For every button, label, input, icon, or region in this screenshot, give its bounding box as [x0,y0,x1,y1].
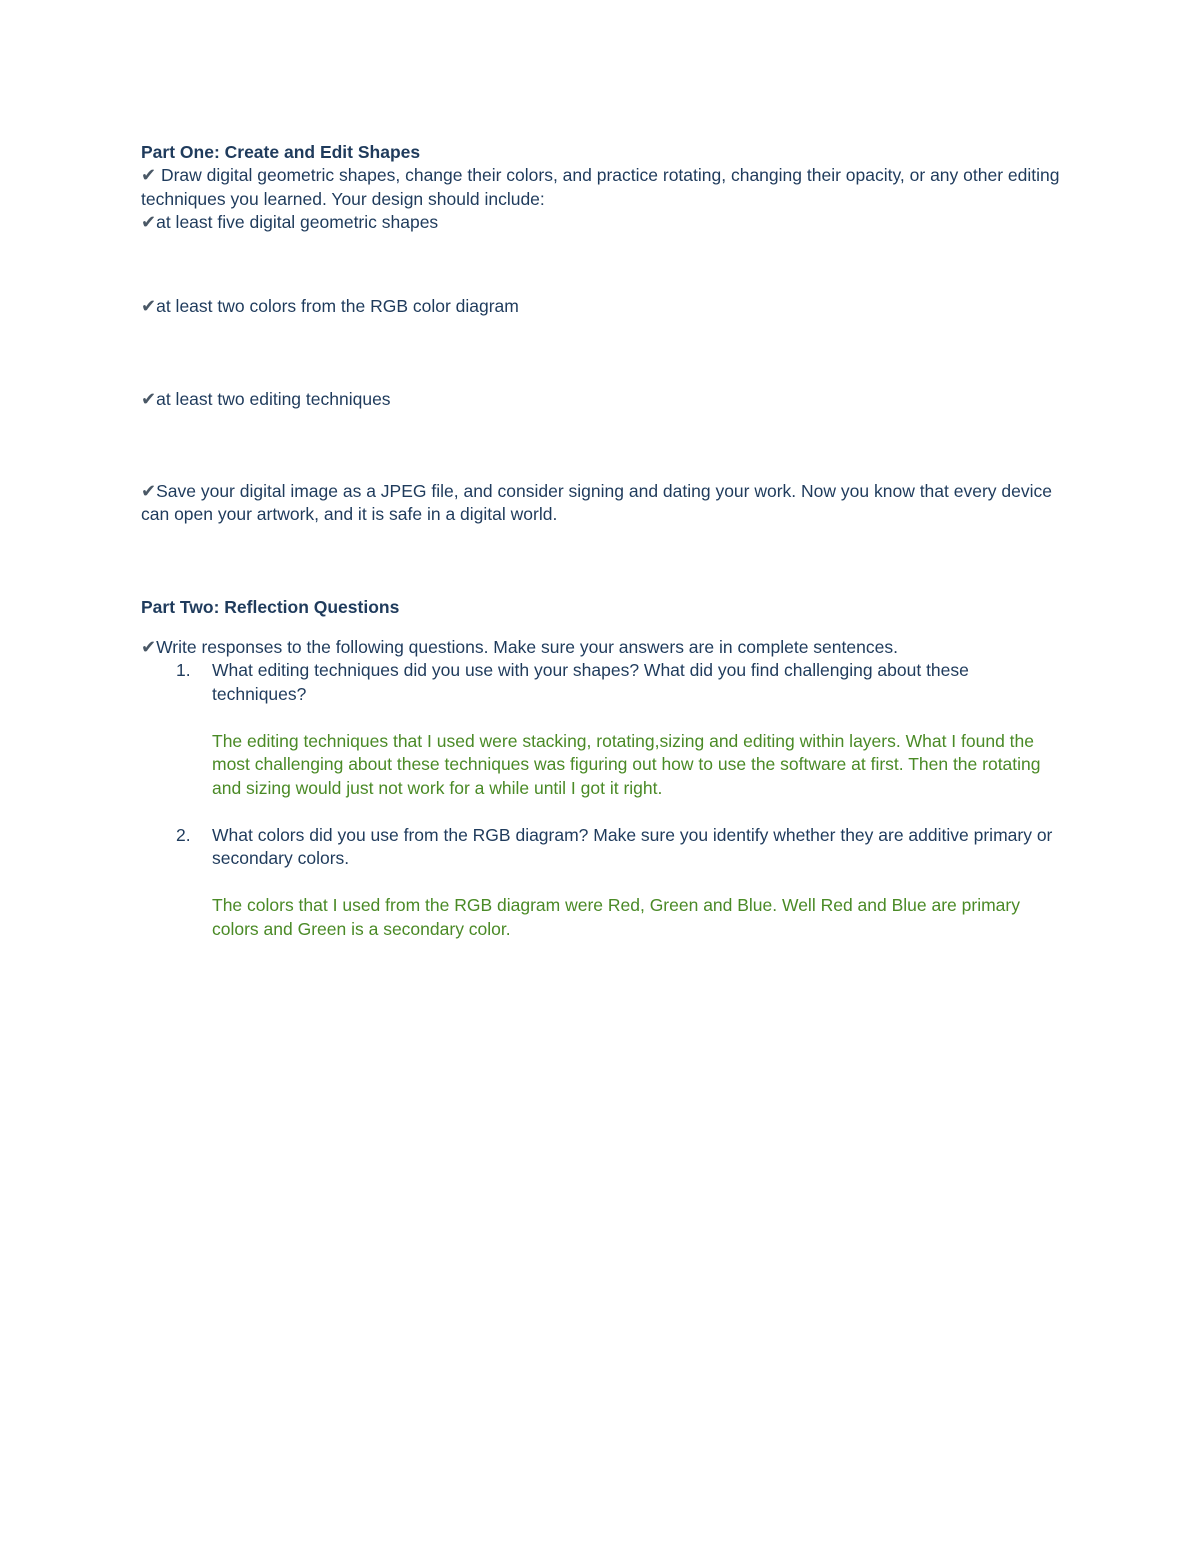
part-two-instruction [141,636,1061,660]
question-text: What colors did you use from the RGB diagram? Make sure you identify whether they are additive primary or secondary colors. [212,824,1053,868]
reflection-questions-list [141,659,1061,941]
checklist-item-text: at least five digital geometric shapes [156,212,439,232]
checklist-item-shapes [141,211,1061,235]
checklist-item-colors [141,295,1061,319]
question-number: 1. [176,660,191,680]
answer-text: The editing techniques that I used were stacking, rotating,sizing and editing within layers. What I found the most challenging about these techniques was figuring out how to use the software at first. Then the rotating and sizing would just not work for a while until I got it right. [212,730,1041,798]
checkmark-icon: ✔ [141,165,157,186]
checklist-item-editing [141,388,1061,412]
checkmark-icon: ✔ [141,295,157,317]
part-two-instruction-text: Write responses to the following questions. Make sure your answers are in complete sentences. [156,636,898,657]
part-one-heading: Part One: Create and Edit Shapes [141,142,421,162]
answer-text: The colors that I used from the RGB diagram were Red, Green and Blue. Well Red and Blue are primary colors and Green is a secondary color. [212,895,1020,939]
question-item-1 [141,659,1061,800]
checkmark-icon: ✔ [141,636,157,658]
question-text: What editing techniques did you use with your shapes? What did you find challenging about these techniques? [212,660,969,704]
spacer [141,527,1061,595]
spacer [141,235,1061,295]
spacer [141,800,1061,824]
checkmark-icon: ✔ [141,480,157,502]
part-one-intro-text: Draw digital geometric shapes, change their colors, and practice rotating, changing their opacity, or any other editing techniques you learned. Your design should include: [141,165,1060,209]
checklist-item-text: Save your digital image as a JPEG file, and consider signing and dating your work. Now you know that every device can open your artwork, and it is safe in a digital world. [141,480,1052,524]
question-item-2 [141,824,1061,942]
checklist-item-save [141,480,1061,527]
part-two-heading: Part Two: Reflection Questions [141,596,400,617]
question-number: 2. [176,824,191,845]
checklist-item-text: at least two editing techniques [156,389,391,409]
part-one-intro [141,164,1061,211]
checkmark-icon: ✔ [141,389,157,410]
document-page [141,140,1061,941]
spacer [141,318,1061,388]
spacer [141,619,1061,636]
spacer [141,412,1061,480]
checklist-item-text: at least two colors from the RGB color diagram [156,295,519,316]
checkmark-icon: ✔ [141,212,157,233]
